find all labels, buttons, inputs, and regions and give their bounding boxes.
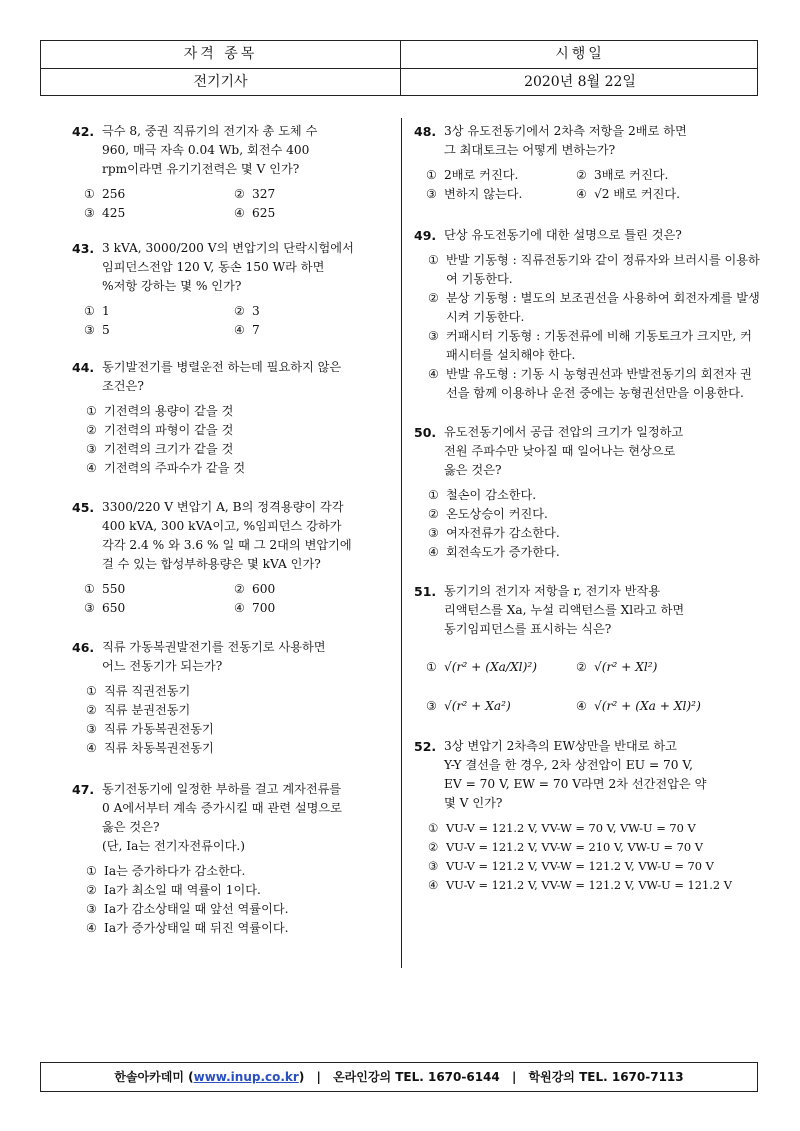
footer-online-tel: 온라인강의 TEL. 1670-6144 <box>333 1070 500 1084</box>
stem-line: 동기발전기를 병렬운전 하는데 필요하지 않은 <box>102 360 342 374</box>
option-1[interactable]: ① 철손이 감소한다. <box>428 488 537 502</box>
option-1[interactable]: ① 직류 직권전동기 <box>86 684 191 698</box>
option-4[interactable]: ④ 반발 유도형 : 기동 시 농형권선과 반발전동기의 회전자 권선을 함께 이용하나 운전 중에는 농형권선만을 이용한다. <box>428 367 752 400</box>
question-48 <box>414 122 760 204</box>
question-45 <box>72 498 423 618</box>
question-stem <box>414 423 760 480</box>
option-2[interactable]: ② 기전력의 파형이 같을 것 <box>86 423 234 437</box>
option-4[interactable]: ④ 7 <box>234 323 260 337</box>
stem-line: 3300/220 V 변압기 A, B의 정격용량이 각각 <box>102 500 344 514</box>
stem-line: 극수 8, 중권 직류기의 전기자 총 도체 수 <box>102 124 318 138</box>
footer-bar: 한솔아카데미 (www.inup.co.kr) | 온라인강의 TEL. 1670-6144 | 학원강의 TEL. 1670-7113 <box>40 1062 758 1092</box>
formula-text: √(r² + Xa²) <box>444 698 511 713</box>
option-1[interactable]: ① VU-V = 121.2 V, VV-W = 70 V, VW-U = 70 V <box>428 821 696 835</box>
question-number: 52. <box>414 739 437 754</box>
option-2[interactable]: ② VU-V = 121.2 V, VV-W = 210 V, VW-U = 70 V <box>428 840 704 854</box>
options <box>420 251 760 403</box>
option-2[interactable]: ② 600 <box>234 582 276 596</box>
option-2[interactable]: ② 327 <box>234 187 276 201</box>
option-1[interactable]: ① 256 <box>84 187 126 201</box>
option-2[interactable]: ② Ia가 최소일 때 역률이 1이다. <box>86 883 261 897</box>
question-stem <box>414 737 760 813</box>
question-50 <box>414 423 760 562</box>
question-number: 46. <box>72 640 95 655</box>
stem-line: 0 A에서부터 계속 증가시킬 때 관련 설명으로 <box>102 801 342 815</box>
footer-brand: 한솔아카데미 <box>114 1070 184 1084</box>
right-column <box>414 122 760 907</box>
question-stem <box>72 239 423 296</box>
stem-line: 동기임피던스를 표시하는 식은? <box>444 622 612 636</box>
stem-line: 리액턴스를 Xa, 누설 리액턴스를 Xl라고 하면 <box>444 603 685 617</box>
option-3[interactable]: ③ √(r² + Xa²) <box>426 693 576 719</box>
header-col2-value: 2020년 8월 22일 <box>400 69 759 96</box>
header-col1-value: 전기기사 <box>193 74 248 90</box>
question-number: 43. <box>72 241 95 256</box>
option-2[interactable]: ② 온도상승이 커진다. <box>428 507 548 521</box>
option-2[interactable]: ② 분상 기동형 : 별도의 보조권선을 사용하여 회전자계를 발생시켜 기동한다. <box>428 291 760 324</box>
stem-line: 동기기의 전기자 저항을 r, 전기자 반작용 <box>444 584 661 598</box>
option-3[interactable]: ③ 여자전류가 감소한다. <box>428 526 560 540</box>
question-stem <box>72 498 423 574</box>
header-col2-title: 시행일 <box>400 41 759 68</box>
options <box>420 819 760 895</box>
question-stem <box>72 122 423 179</box>
stem-line: 임피던스전압 120 V, 동손 150 W라 하면 <box>102 260 325 274</box>
options <box>420 647 760 719</box>
question-stem <box>414 122 760 160</box>
options <box>78 402 423 478</box>
stem-line: (단, Ia는 전기자전류이다.) <box>102 839 246 853</box>
option-3[interactable]: ③ 직류 가동복권전동기 <box>86 722 214 736</box>
question-47 <box>72 780 423 938</box>
left-column <box>72 122 423 950</box>
question-44 <box>72 358 423 478</box>
formula-text: √(r² + (Xa/Xl)²) <box>444 659 537 674</box>
option-1[interactable]: ① 2배로 커진다. <box>426 168 519 182</box>
stem-line: 3상 변압기 2차측의 EW상만을 반대로 하고 <box>444 739 677 753</box>
question-number: 49. <box>414 228 437 243</box>
option-3[interactable]: ③ VU-V = 121.2 V, VV-W = 121.2 V, VW-U = 70 V <box>428 859 714 873</box>
option-3[interactable]: ③ 커패시터 기동형 : 기동전류에 비해 기동토크가 크지만, 커패시터를 설치해야 한다. <box>428 329 752 362</box>
options <box>420 486 760 562</box>
question-46 <box>72 638 423 758</box>
option-2[interactable]: ② 3배로 커진다. <box>576 168 669 182</box>
stem-line: 몇 V 인가? <box>444 796 503 810</box>
stem-line: rpm이라면 유기기전력은 몇 V 인가? <box>102 162 300 176</box>
question-stem <box>72 358 423 396</box>
option-1[interactable]: ① 반발 기동형 : 직류전동기와 같이 정류자와 브러시를 이용하여 기동한다. <box>428 253 760 286</box>
option-2[interactable]: ② 직류 분권전동기 <box>86 703 191 717</box>
options <box>78 580 423 618</box>
option-3[interactable]: ③ 기전력의 크기가 같을 것 <box>86 442 234 456</box>
question-stem <box>414 582 760 639</box>
option-3[interactable]: ③ 5 <box>84 323 110 337</box>
options <box>78 185 423 223</box>
exam-header-table <box>40 40 758 96</box>
formula-text: √(r² + Xl²) <box>594 659 658 674</box>
stem-line: 조건은? <box>102 379 144 393</box>
option-4[interactable]: ④ VU-V = 121.2 V, VV-W = 121.2 V, VW-U = 121.2 V <box>428 878 732 892</box>
question-stem <box>414 226 760 245</box>
footer-separator: | <box>316 1070 321 1084</box>
question-stem <box>72 780 423 856</box>
options <box>78 682 423 758</box>
option-1[interactable]: ① 1 <box>84 304 110 318</box>
option-1[interactable]: ① 550 <box>84 582 126 596</box>
option-4[interactable]: ④ 700 <box>234 601 276 615</box>
option-1[interactable]: ① 기전력의 용량이 같을 것 <box>86 404 234 418</box>
stem-line: 400 kVA, 300 kVA이고, %임피던스 강하가 <box>102 519 342 533</box>
option-3[interactable]: ③ 변하지 않는다. <box>426 187 523 201</box>
stem-line: 동기전동기에 일정한 부하를 걸고 계자전류를 <box>102 782 342 796</box>
question-stem <box>72 638 423 676</box>
stem-line: 960, 매극 자속 0.04 Wb, 회전수 400 <box>102 143 310 157</box>
question-number: 42. <box>72 124 95 139</box>
option-3[interactable]: ③ Ia가 감소상태일 때 앞선 역률이다. <box>86 902 289 916</box>
header-value-row <box>41 68 757 96</box>
stem-line: 전원 주파수만 낮아질 때 일어나는 현상으로 <box>444 444 676 458</box>
option-4[interactable]: ④ 회전속도가 증가한다. <box>428 545 560 559</box>
stem-line: 3 kVA, 3000/200 V의 변압기의 단락시험에서 <box>102 241 354 255</box>
question-number: 50. <box>414 425 437 440</box>
option-4[interactable]: ④ 직류 차동복권전동기 <box>86 741 214 755</box>
stem-line: 유도전동기에서 공급 전압의 크기가 일정하고 <box>444 425 684 439</box>
stem-line: 어느 전동기가 되는가? <box>102 659 223 673</box>
stem-line: EV = 70 V, EW = 70 V라면 2차 선간전압은 약 <box>444 777 707 791</box>
header-title-row <box>41 41 757 68</box>
footer-offline-tel: 학원강의 TEL. 1670-7113 <box>528 1070 684 1084</box>
stem-line: %저항 강하는 몇 % 인가? <box>102 279 242 293</box>
question-number: 51. <box>414 584 437 599</box>
option-2[interactable]: ② 3 <box>234 304 260 318</box>
stem-line: 옳은 것은? <box>444 463 502 477</box>
formula-text: √(r² + (Xa + Xl)²) <box>594 698 701 713</box>
stem-line: 각각 2.4 % 와 3.6 % 일 때 그 2대의 변압기에 <box>102 538 352 552</box>
option-4[interactable]: ④ 기전력의 주파수가 같을 것 <box>86 461 246 475</box>
option-4[interactable]: ④ √2 배로 커진다. <box>576 187 681 201</box>
option-2[interactable]: ② √(r² + Xl²) <box>576 647 726 687</box>
option-3[interactable]: ③ 425 <box>84 206 126 220</box>
options <box>420 166 760 204</box>
option-4[interactable]: ④ 625 <box>234 206 276 220</box>
stem-line: 걸 수 있는 합성부하용량은 몇 kVA 인가? <box>102 557 321 571</box>
question-43 <box>72 239 423 340</box>
option-1[interactable]: ① Ia는 증가하다가 감소한다. <box>86 864 246 878</box>
options <box>78 862 423 938</box>
stem-line: 옳은 것은? <box>102 820 160 834</box>
option-4[interactable]: ④ √(r² + (Xa + Xl)²) <box>576 693 726 719</box>
option-3[interactable]: ③ 650 <box>84 601 126 615</box>
stem-line: 직류 가동복권발전기를 전동기로 사용하면 <box>102 640 326 654</box>
footer-website-link[interactable]: www.inup.co.kr <box>193 1070 299 1084</box>
question-number: 48. <box>414 124 437 139</box>
stem-line: 3상 유도전동기에서 2차측 저항을 2배로 하면 <box>444 124 687 138</box>
question-number: 47. <box>72 782 95 797</box>
option-4[interactable]: ④ Ia가 증가상태일 때 뒤진 역률이다. <box>86 921 289 935</box>
stem-line: 단상 유도전동기에 대한 설명으로 틀린 것은? <box>444 228 682 242</box>
question-number: 44. <box>72 360 95 375</box>
header-col1-title: 자격 종목 <box>183 46 258 62</box>
stem-line: 그 최대토크는 어떻게 변하는가? <box>444 143 616 157</box>
footer-separator: | <box>511 1070 517 1084</box>
question-51 <box>414 582 760 719</box>
question-42 <box>72 122 423 223</box>
stem-line: Y-Y 결선을 한 경우, 2차 상전압이 EU = 70 V, <box>444 758 693 772</box>
question-number: 45. <box>72 500 95 515</box>
question-49 <box>414 226 760 403</box>
options <box>78 302 423 340</box>
question-52 <box>414 737 760 895</box>
option-1[interactable]: ① √(r² + (Xa/Xl)²) <box>426 647 576 687</box>
